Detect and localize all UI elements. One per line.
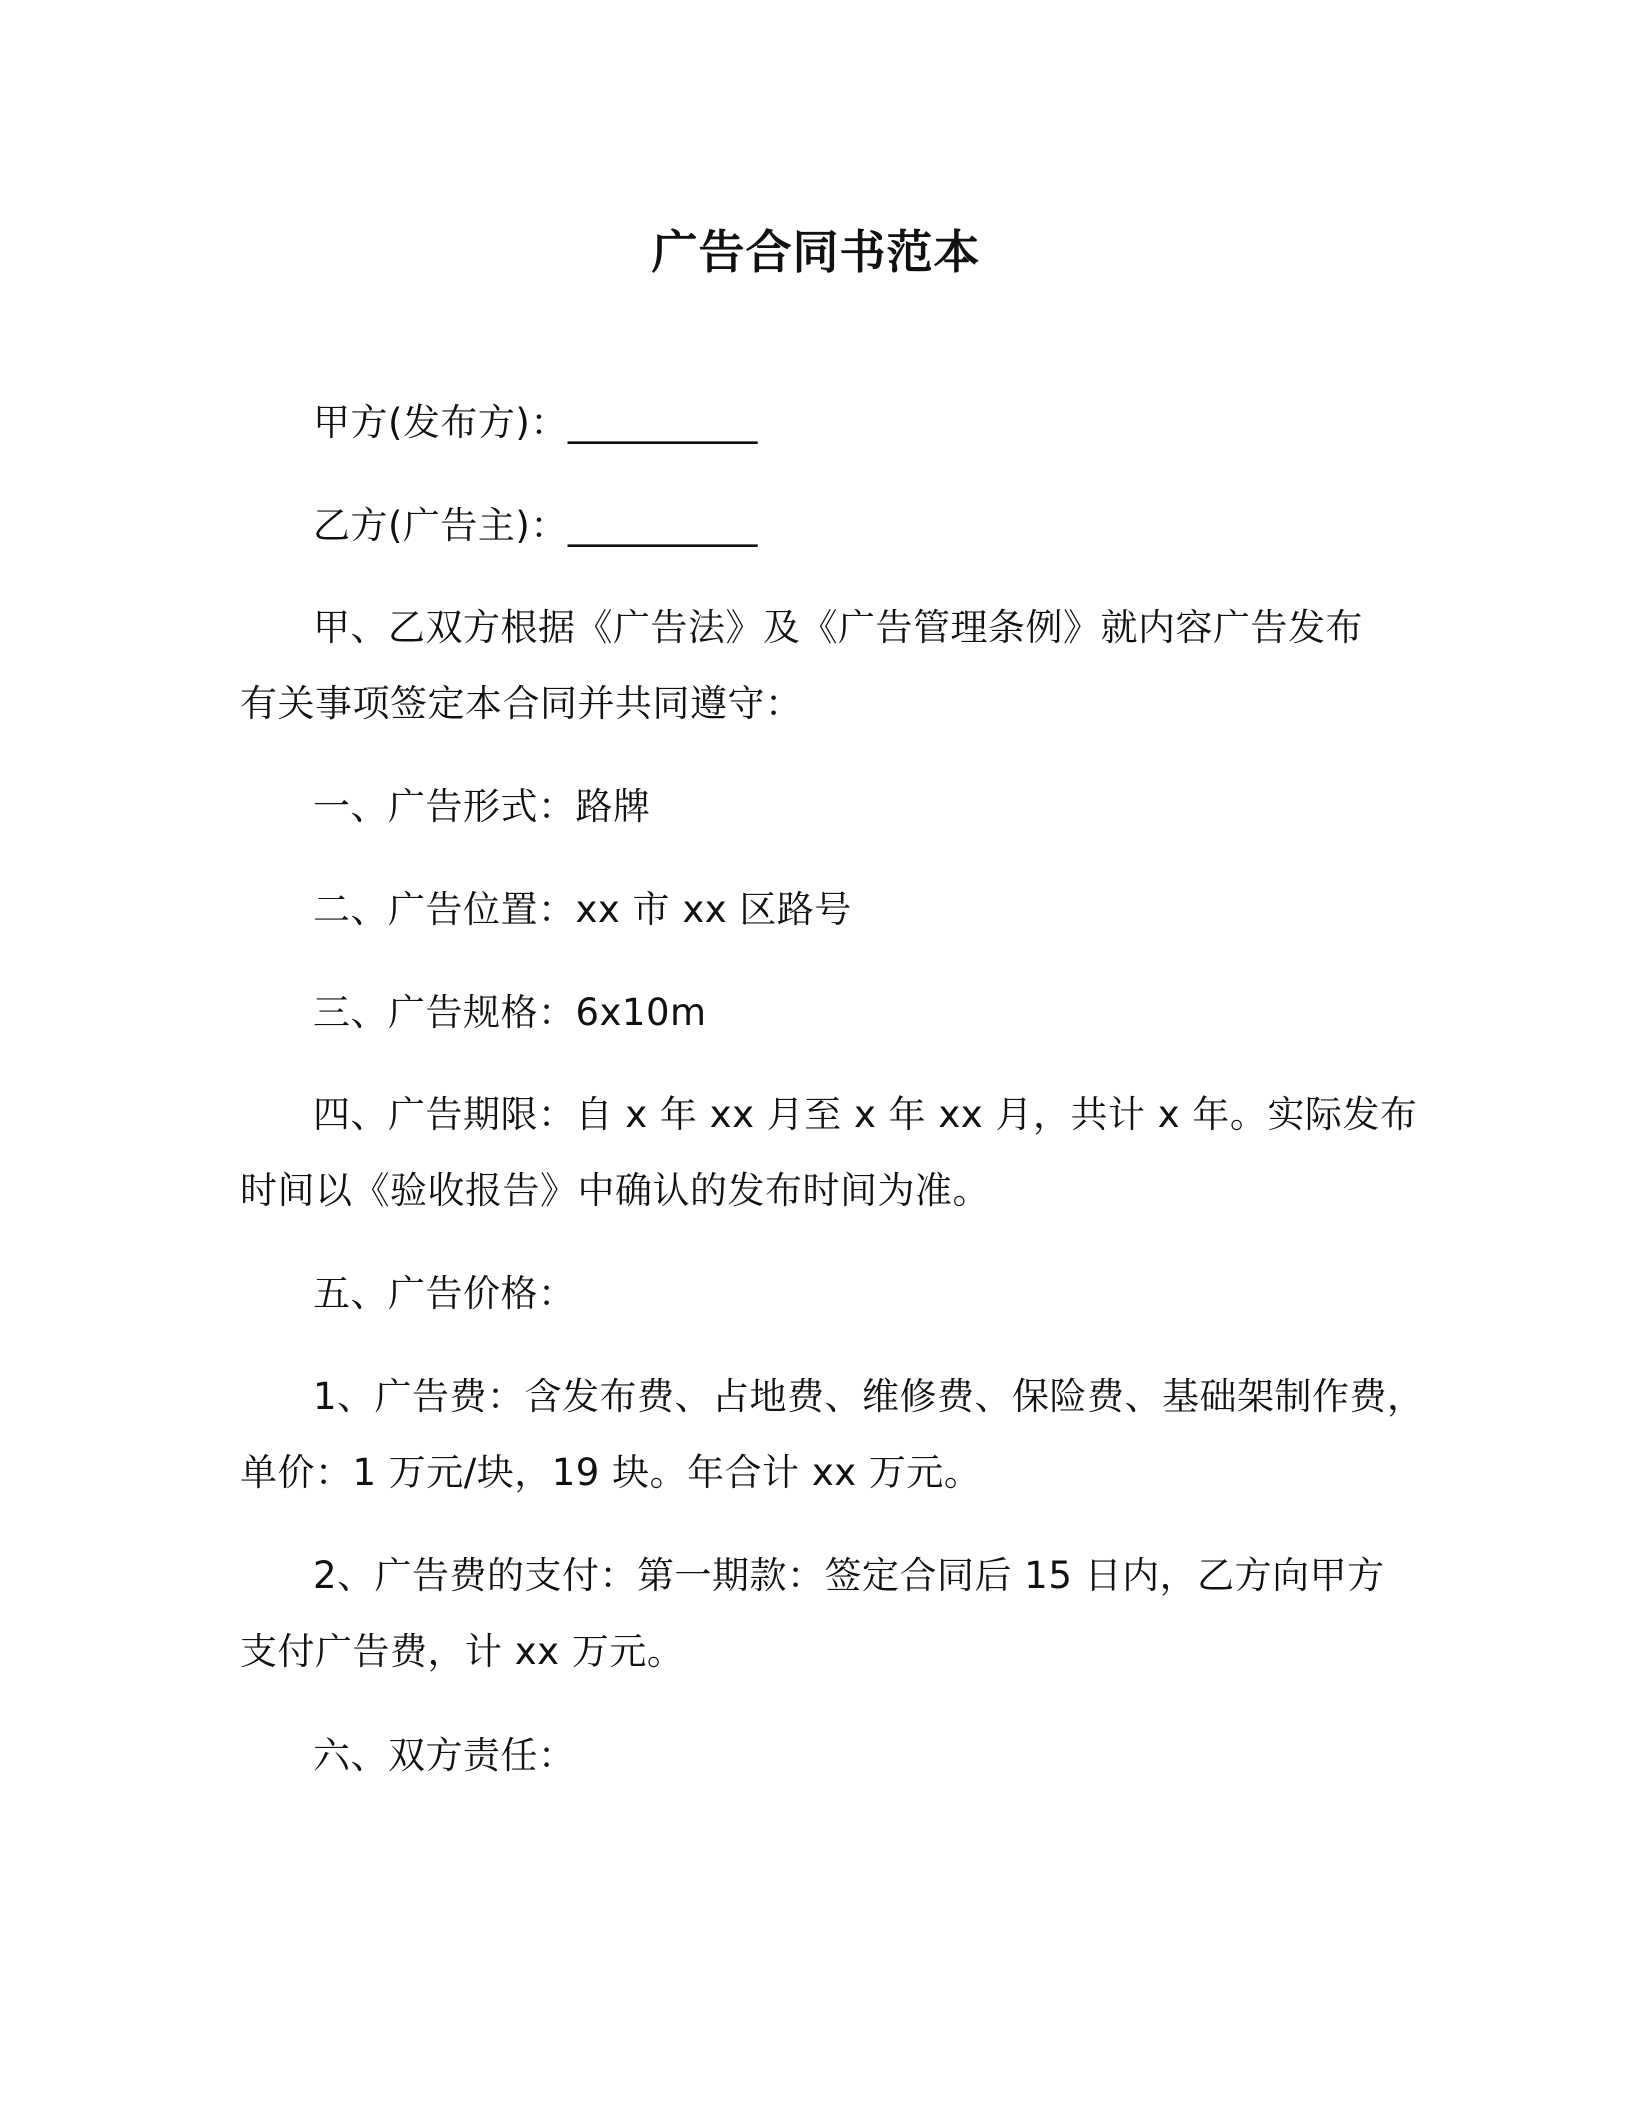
clause-ad-period-line-1: 四、广告期限：自 x 年 xx 月至 x 年 xx 月，共计 x 年。实际发布 xyxy=(313,1093,1418,1136)
clause-ad-size: 三、广告规格：6x10m xyxy=(313,991,707,1034)
clause-ad-price: 五、广告价格： xyxy=(313,1272,576,1315)
clause-ad-form: 一、广告形式：路牌 xyxy=(313,785,651,828)
document-title: 广告合同书范本 xyxy=(651,225,981,279)
clause-ad-location: 二、广告位置：xx 市 xx 区路号 xyxy=(313,888,852,931)
preamble-line-1: 甲、乙双方根据《广告法》及《广告管理条例》就内容广告发布 xyxy=(313,606,1363,649)
clause-responsibilities: 六、双方责任： xyxy=(313,1734,576,1777)
party-a-line: 甲方(发布方)：__________ xyxy=(313,401,758,444)
price-item-1-line-2: 单价：1 万元/块，19 块。年合计 xx 万元。 xyxy=(240,1451,982,1494)
party-b-line: 乙方(广告主)：__________ xyxy=(313,504,758,547)
price-item-2-line-2: 支付广告费，计 xx 万元。 xyxy=(240,1630,685,1673)
clause-ad-period-line-2: 时间以《验收报告》中确认的发布时间为准。 xyxy=(240,1169,990,1212)
price-item-2-line-1: 2、广告费的支付：第一期款：签定合同后 15 日内，乙方向甲方 xyxy=(313,1554,1385,1597)
preamble-line-2: 有关事项签定本合同并共同遵守： xyxy=(240,682,803,725)
price-item-1-line-1: 1、广告费：含发布费、占地费、维修费、保险费、基础架制作费， xyxy=(313,1375,1425,1418)
